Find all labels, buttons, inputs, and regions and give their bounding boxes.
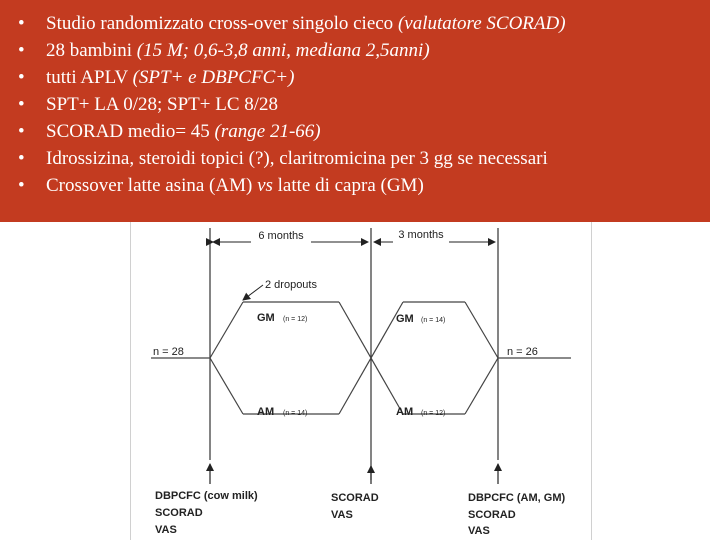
bullet-item: • SCORAD medio= 45 (range 21-66) bbox=[18, 118, 704, 145]
bullet-item: • Idrossizina, steroidi topici (?), claritromicina per 3 gg se necessari bbox=[18, 145, 704, 172]
arm-line bbox=[465, 302, 498, 358]
dropouts-label: 2 dropouts bbox=[265, 279, 317, 291]
arm-line bbox=[465, 358, 498, 414]
arm-am-label: AM bbox=[396, 406, 414, 418]
timepoint1-line: DBPCFC (cow milk) bbox=[155, 490, 258, 502]
arm-line bbox=[210, 302, 243, 358]
crossover-diagram-svg bbox=[131, 222, 591, 540]
arm-line bbox=[210, 358, 243, 414]
timepoint2-line: VAS bbox=[331, 509, 353, 521]
bullet-item: • Studio randomizzato cross-over singolo cieco (valutatore SCORAD) bbox=[18, 10, 704, 37]
timepoint3-line: VAS bbox=[468, 525, 490, 537]
timepoint1-line: VAS bbox=[155, 524, 177, 536]
arm-gm-count: (n = 12) bbox=[283, 316, 308, 323]
bullet-item: • Crossover latte asina (AM) vs latte di capra (GM) bbox=[18, 172, 704, 199]
bullet-item: • SPT+ LA 0/28; SPT+ LC 8/28 bbox=[18, 91, 704, 118]
arm-gm-count: (n = 14) bbox=[421, 317, 446, 324]
bullet-item: • tutti APLV (SPT+ e DBPCFC+) bbox=[18, 64, 704, 91]
summary-banner bbox=[0, 0, 710, 222]
period2-label: 3 months bbox=[398, 229, 444, 241]
period1-label: 6 months bbox=[258, 230, 304, 242]
arm-gm-label: GM bbox=[257, 312, 275, 324]
crossover-diagram bbox=[130, 222, 592, 540]
n-end-label: n = 26 bbox=[507, 346, 538, 358]
timepoint1-line: SCORAD bbox=[155, 507, 203, 519]
bullet-item: • 28 bambini (15 M; 0,6-3,8 anni, mediana 2,5anni) bbox=[18, 37, 704, 64]
timepoint2-line: SCORAD bbox=[331, 492, 379, 504]
arm-gm-label: GM bbox=[396, 313, 414, 325]
timepoint3-line: SCORAD bbox=[468, 509, 516, 521]
n-start-label: n = 28 bbox=[153, 346, 184, 358]
summary-list bbox=[18, 10, 704, 199]
arm-am-count: (n = 14) bbox=[283, 410, 308, 417]
arm-am-label: AM bbox=[257, 406, 275, 418]
arm-am-count: (n = 12) bbox=[421, 410, 446, 417]
dropouts-arrow bbox=[243, 285, 263, 300]
timepoint3-line: DBPCFC (AM, GM) bbox=[468, 492, 566, 504]
